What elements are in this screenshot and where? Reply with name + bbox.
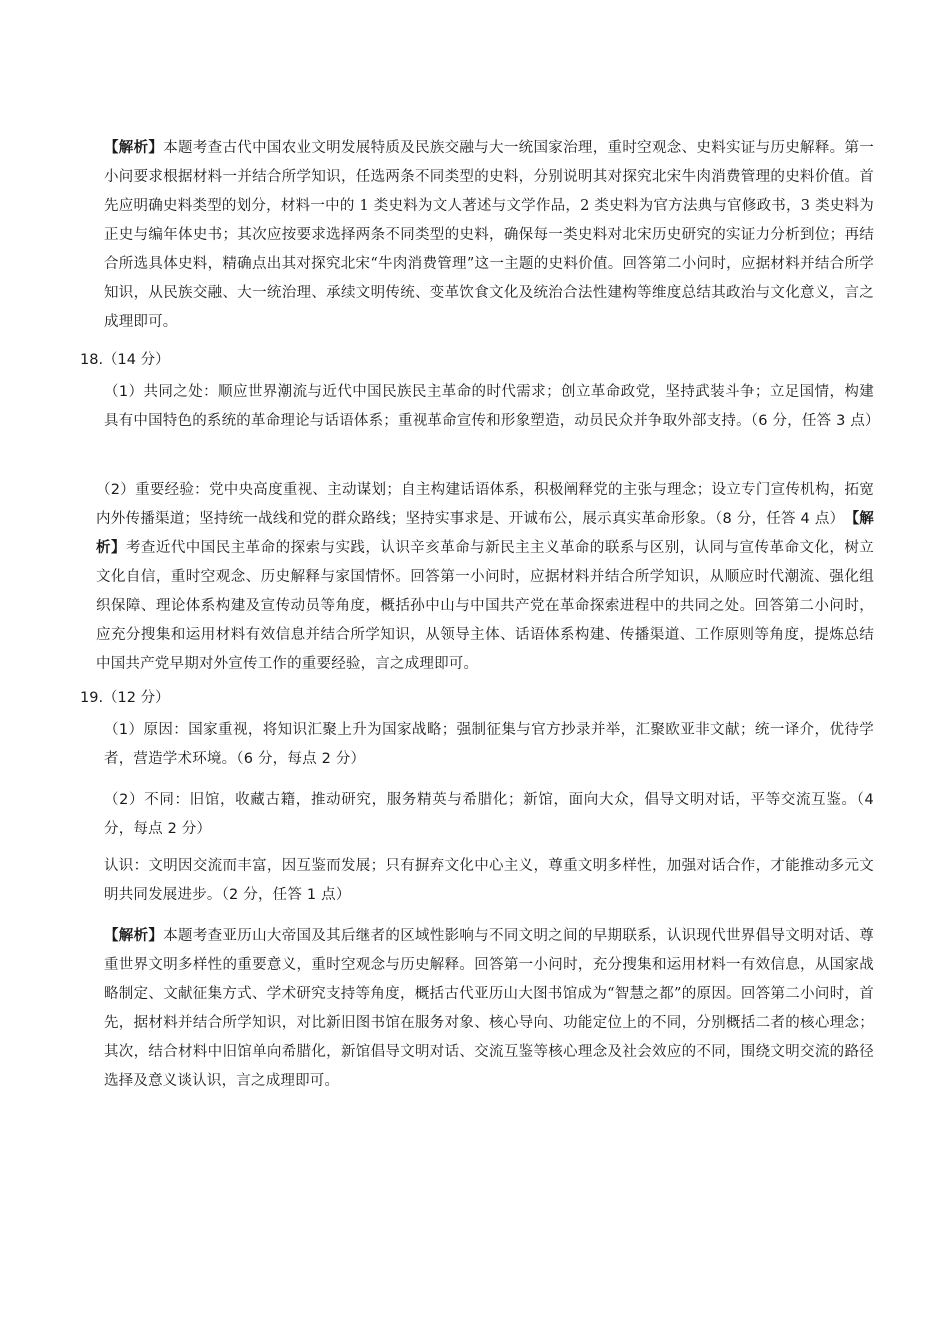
answer-19-part-2: （2）不同：旧馆，收藏古籍，推动研究，服务精英与希腊化；新馆，面向大众，倡导文明对话，平等交流互鉴。（4 分，每点 2 分）: [104, 792, 874, 837]
answer-19-understanding: 认识：文明因交流而丰富，因互鉴而发展；只有摒弃文化中心主义，尊重文明多样性，加强对话合作，才能推动多元文明共同发展进步。（2 分，任答 1 点）: [104, 858, 874, 903]
question-19-heading: 19.（12 分）: [80, 690, 170, 706]
analysis-text: 本题考查亚历山大帝国及其后继者的区域性影响与不同文明之间的早期联系，认识现代世界倡导文明对话、尊重世界文明多样性的重要意义，重时空观念与历史解释。回答第一小问时，充分搜集和运用材料一有效信息，从国家战略制定、文献征集方式、学术研究支持等角度，概括古代亚历山大图书馆成为“智慧之都”的原因。回答第二小问时，首先，据材料并结合所学知识，对比新旧图书馆在服务对象、核心导向、功能定位上的不同，分别概括二者的核心理念；其次，结合材料中旧馆单向希腊化，新馆倡导文明对话、交流互鉴等核心理念及社会效应的不同，围绕文明交流的路径选择及意义谈认识，言之成理即可。: [104, 928, 874, 1089]
answer-18-part-2: [96, 476, 874, 679]
answer-18-part-2-text: （2）重要经验：党中央高度重视、主动谋划；自主构建话语体系，积极阐释党的主张与理念；设立专门宣传机构，拓宽内外传播渠道；坚持统一战线和党的群众路线；坚持实事求是、开诚布公，展示真实革命形象。（8 分，任答 4 点）: [96, 482, 874, 527]
analysis-paragraph-17: [104, 134, 874, 337]
analysis-tag: 【解析】: [96, 511, 875, 556]
analysis-text: 考查近代中国民主革命的探索与实践，认识辛亥革命与新民主主义革命的联系与区别，认同与宣传革命文化，树立文化自信，重时空观念、历史解释与家国情怀。回答第一小问时，应据材料并结合所学知识，从顺应时代潮流、强化组织保障、理论体系构建及宣传动员等角度，概括孙中山与中国共产党在革命探索进程中的共同之处。回答第二小问时，应充分搜集和运用材料有效信息并结合所学知识，从领导主体、话语体系构建、传播渠道、工作原则等角度，提炼总结中国共产党早期对外宣传工作的重要经验，言之成理即可。: [96, 540, 874, 672]
analysis-tag: 【解析】: [104, 928, 164, 944]
analysis-text: 本题考查古代中国农业文明发展特质及民族交融与大一统国家治理，重时空观念、史料实证与历史解释。第一小问要求根据材料一并结合所学知识，任选两条不同类型的史料，分别说明其对探究北宋牛肉消费管理的史料价值。首先应明确史料类型的划分，材料一中的 1 类史料为文人著述与文学作品，2 类史料为官方法典与官修政书，3 类史料为正史与编年体史书；其次应按要求选择两条不同类型的史料，确保每一类史料对北宋历史研究的实证力分析到位；再结合所选具体史料，精确点出其对探究北宋“牛肉消费管理”这一主题的史料价值。回答第二小问时，应据材料并结合所学知识，从民族交融、大一统治理、承续文明传统、变革饮食文化及统治合法性建构等维度总结其政治与文化意义，言之成理即可。: [104, 140, 874, 330]
analysis-paragraph-19: [104, 922, 874, 1096]
question-18-heading: 18.（14 分）: [80, 352, 170, 368]
answer-18-part-1: （1）共同之处：顺应世界潮流与近代中国民族民主革命的时代需求；创立革命政党，坚持武装斗争；立足国情，构建具有中国特色的系统的革命理论与话语体系；重视革命宣传和形象塑造，动员民众并争取外部支持。（6 分，任答 3 点）: [104, 384, 880, 429]
analysis-tag: 【解析】: [104, 140, 164, 156]
answer-19-part-1: （1）原因：国家重视，将知识汇聚上升为国家战略；强制征集与官方抄录并举，汇聚欧亚非文献；统一译介，优待学者，营造学术环境。（6 分，每点 2 分）: [104, 722, 874, 767]
